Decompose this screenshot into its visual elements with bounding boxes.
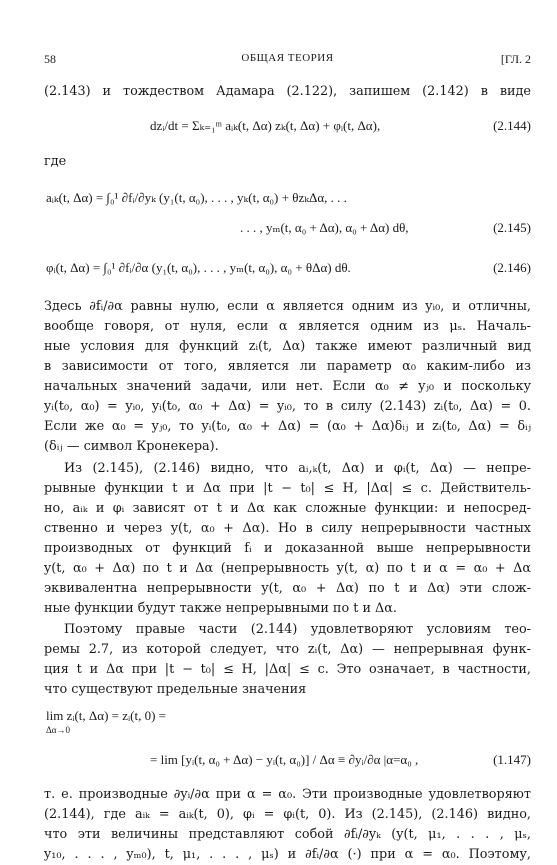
page-number: 58: [44, 52, 56, 66]
equation-1147-line1: lim zᵢ(t, Δα) = zᵢ(t, 0) =: [46, 708, 167, 723]
text-line: но, aᵢₖ и φᵢ зависят от t и Δα как сложные функции: и непосред-: [44, 501, 531, 516]
text-line: эквивалентна непрерывности y(t, α₀ + Δα) по t и Δα) эти слож-: [44, 581, 531, 596]
equation-2145-line1: aᵢₖ(t, Δα) = ∫₀¹ ∂fᵢ/∂yₖ (y₁(t, α₀), . . . , yₖ(t, α₀) + θzₖΔα, . . .: [46, 190, 347, 205]
text-line: (2.144), где aᵢₖ = aᵢₖ(t, 0), φᵢ = φᵢ(t, 0). Из (2.145), (2.146) видно,: [44, 807, 531, 822]
text-line: ные функции будут также непрерывными по t и Δα.: [44, 601, 397, 616]
equation-2146: φᵢ(t, Δα) = ∫₀¹ ∂fᵢ/∂α (y₁(t, α₀), . . . , yₘ(t, α₀), α₀ + θΔα) dθ.: [46, 260, 351, 275]
text-line: Здесь ∂fᵢ/∂α равны нулю, если α является одним из yᵢ₀, и отличны,: [44, 299, 531, 314]
text-line: Поэтому правые части (2.144) удовлетворяют условиям тео-: [64, 622, 531, 637]
text-line: y₁₀, . . . , yₘ₀), t, μ₁, . . . , μₛ) и ∂fᵢ/∂α (·) при α = α₀. Поэтому,: [44, 847, 531, 862]
text-line: что эти величины представляют собой ∂fᵢ/∂yₖ (y(t, μ₁, . . . , μₛ,: [44, 827, 531, 842]
text-line: ные условия для функций zᵢ(t, Δα) также имеют различный вид: [44, 339, 531, 354]
text-line: рывные функции t и Δα при |t − t₀| ≤ H, |Δα| ≤ c. Действитель-: [44, 481, 531, 496]
text-line: y(t, α₀ + Δα) по t и Δα (непрерывность y(t, α) по t и α = α₀ + Δα: [44, 561, 531, 576]
text-line: (δᵢⱼ — символ Кронекера).: [44, 439, 219, 454]
text-line: в зависимости от того, является ли параметр α₀ каким-либо из: [44, 359, 531, 374]
text-line: yᵢ(t₀, α₀) = yᵢ₀, yᵢ(t₀, α₀ + Δα) = yᵢ₀, то в силу (2.143) zᵢ(t₀, Δα) = 0.: [44, 399, 531, 414]
equation-2145-line2: . . . , yₘ(t, α₀ + Δα), α₀ + Δα) dθ,: [240, 220, 409, 235]
equation-number: (2.145): [493, 220, 531, 235]
text-line: Из (2.145), (2.146) видно, что aᵢ,ₖ(t, Δα) и φᵢ(t, Δα) — непре-: [64, 461, 531, 476]
page-header: [44, 52, 531, 68]
text-line: начальных значений задачи, или нет. Если α₀ ≠ yⱼ₀ и поскольку: [44, 379, 531, 394]
text-line: ственно и через y(t, α₀ + Δα). Но в силу непрерывности частных: [44, 521, 531, 536]
text-line: ремы 2.7, из которой следует, что zᵢ(t, Δα) — непрерывная функ-: [44, 642, 531, 657]
text-line: что существуют предельные значения: [44, 682, 307, 697]
chapter-label: [ГЛ. 2: [500, 52, 531, 66]
text-line: вообще говоря, от нуля, если α является одним из μₛ. Началь-: [44, 319, 531, 334]
equation-2144: dzᵢ/dt = Σₖ₌₁ᵐ aᵢₖ(t, Δα) zₖ(t, Δα) + φᵢ(t, Δα),: [150, 118, 381, 133]
running-title: ОБЩАЯ ТЕОРИЯ: [241, 52, 334, 64]
text-line: Если же α₀ = yⱼ₀, то yᵢ(t₀, α₀ + Δα) = (α₀ + Δα)δᵢⱼ и zᵢ(t₀, Δα) = δᵢⱼ: [44, 419, 531, 434]
text-line: ция t и Δα при |t − t₀| ≤ H, |Δα| ≤ c. Это означает, в частности,: [44, 662, 531, 677]
text-line: (2.143) и тождеством Адамара (2.122), запишем (2.142) в виде: [44, 84, 531, 99]
equation-1147-line2: = lim [yᵢ(t, α₀ + Δα) − yᵢ(t, α₀)] / Δα ≡ ∂yᵢ/∂α |α=α₀ ,: [150, 752, 419, 767]
text-line: т. е. производные ∂yᵢ/∂α при α = α₀. Эти производные удовлетворяют: [44, 787, 531, 802]
equation-number: (2.144): [493, 118, 531, 133]
equation-number: (1.147): [493, 752, 531, 767]
text-line: где: [44, 154, 67, 169]
limit-subscript: Δα→0: [46, 725, 71, 735]
equation-number: (2.146): [493, 260, 531, 275]
text-line: производных от функций fᵢ и доказанной выше непрерывности: [44, 541, 531, 556]
